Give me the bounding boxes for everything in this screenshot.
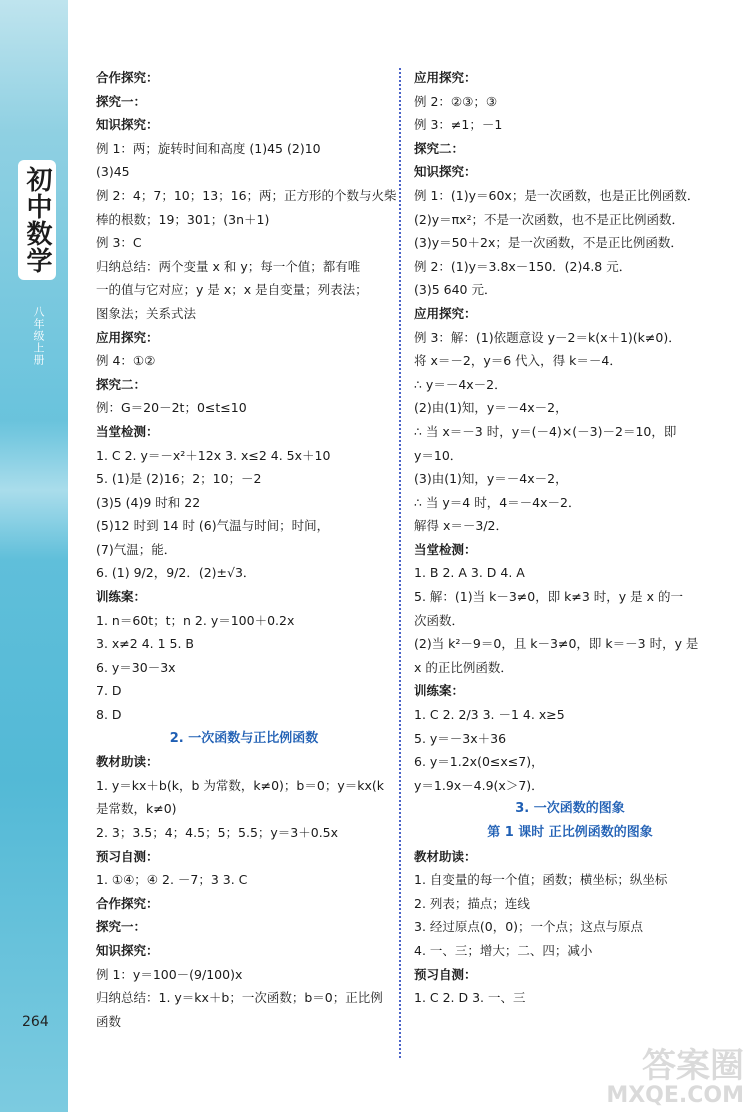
text-line: 例 3：C <box>96 235 142 251</box>
text-line: 教材助读： <box>96 754 159 770</box>
text-line: 4. 一、三；增大；二、四；减小 <box>414 942 593 958</box>
text-line: 例 1：y＝100－(9/100)x <box>96 966 243 982</box>
watermark-cn: 答案圈 <box>642 1046 744 1086</box>
text-line: 图象法；关系式法 <box>96 305 197 321</box>
text-line: 探究一： <box>96 919 147 935</box>
text-line: y＝1.9x－4.9(x＞7)． <box>414 777 544 793</box>
sidebar-band <box>0 0 68 1112</box>
text-line: 5. 解：(1)当 k－3≠0，即 k≠3 时，y 是 x 的一 <box>414 589 684 605</box>
text-line: 当堂检测： <box>414 541 477 557</box>
sidebar-highlight <box>0 420 68 560</box>
text-line: 应用探究： <box>414 70 477 85</box>
text-line: (3)45 <box>96 164 130 180</box>
text-line: 6. y＝30－3x <box>96 659 176 675</box>
text-line: 2. 列表；描点；连线 <box>414 895 530 911</box>
text-line: 1. y＝kx＋b(k，b 为常数，k≠0)；b＝0；y＝kx(k <box>96 777 384 793</box>
text-line: 探究二： <box>96 376 147 392</box>
text-line: (3)由(1)知，y＝－4x－2， <box>414 471 568 487</box>
text-line: 预习自测： <box>414 966 477 982</box>
text-line: (5)12 时到 14 时 (6)气温与时间；时间， <box>96 518 330 534</box>
column-divider <box>399 68 401 1058</box>
text-line: 将 x＝－2，y＝6 代入，得 k＝－4． <box>414 353 622 369</box>
text-line: (2)y＝πx²；不是一次函数，也不是正比例函数． <box>414 211 685 227</box>
text-line: (2)当 k²－9＝0，且 k－3≠0，即 k＝－3 时，y 是 <box>414 636 699 652</box>
text-line: 应用探究： <box>414 305 477 321</box>
text-line: 例 2：②③；③ <box>414 93 498 109</box>
text-line: (7)气温；能． <box>96 541 177 557</box>
text-line: 知识探究： <box>96 942 159 958</box>
right-column <box>414 66 726 1010</box>
text-line: 例：G＝20－2t；0≤t≤10 <box>96 400 247 416</box>
text-line: 8. D <box>96 707 122 723</box>
text-line: 例 1：两；旋转时间和高度 (1)45 (2)10 <box>96 140 321 156</box>
text-line: 例 2：4；7；10；13；16；两；正方形的个数与火柴 <box>96 187 397 203</box>
section-heading: 2. 一次函数与正比例函数 <box>169 730 319 746</box>
text-line: (3)5 (4)9 时和 22 <box>96 494 201 510</box>
text-line: 解得 x＝－3/2． <box>414 518 508 534</box>
text-line: 1. C 2. D 3. 一、三 <box>414 990 526 1006</box>
text-line: 6. (1) 9/2，9/2．(2)±√3． <box>96 565 256 581</box>
text-line: (3)5 640 元． <box>414 282 497 298</box>
text-line: (3)y＝50＋2x；是一次函数，不是正比例函数． <box>414 235 683 251</box>
text-line: 1. 自变量的每一个值；函数；横坐标；纵坐标 <box>414 872 668 888</box>
text-line: ∴ 当 y＝4 时，4＝－4x－2． <box>414 494 581 510</box>
text-line: 知识探究： <box>414 164 477 180</box>
text-line: 1. ①④；④ 2. －7；3 3. C <box>96 872 248 888</box>
watermark-en: MXQE.COM <box>606 1083 744 1108</box>
text-line: 合作探究： <box>96 895 159 911</box>
text-line: y＝10． <box>414 447 463 463</box>
section-heading: 3. 一次函数的图象 <box>515 801 625 817</box>
text-line: 是常数，k≠0) <box>96 801 177 817</box>
text-line: 应用探究： <box>96 329 159 345</box>
text-line: 探究二： <box>414 140 465 156</box>
text-line: 7. D <box>96 683 122 699</box>
text-line: 例 3：≠1；－1 <box>414 117 503 133</box>
text-line: 归纳总结：1. y＝kx＋b；一次函数；b＝0；正比例 <box>96 990 383 1006</box>
text-line: 3. x≠2 4. 1 5. B <box>96 636 194 652</box>
text-line: x 的正比例函数． <box>414 659 513 675</box>
text-line: 1. n＝60t；t；n 2. y＝100＋0.2x <box>96 612 295 628</box>
text-line: 5. y＝－3x＋36 <box>414 730 507 746</box>
text-line: 1. C 2. y＝－x²＋12x 3. x≤2 4. 5x＋10 <box>96 447 331 463</box>
text-line: 预习自测： <box>96 848 159 864</box>
text-line: 例 4：①② <box>96 353 156 369</box>
text-line: 例 3：解：(1)依题意设 y－2＝k(x＋1)(k≠0)． <box>414 329 681 345</box>
book-title: 初中数学 <box>18 160 56 280</box>
text-line: 例 1：(1)y＝60x；是一次函数，也是正比例函数． <box>414 187 700 203</box>
text-line: 训练案： <box>414 683 465 699</box>
text-line: 一的值与它对应；y 是 x；x 是自变量；列表法； <box>96 282 368 298</box>
text-line: 知识探究： <box>96 117 159 133</box>
text-line: 棒的根数；19；301；(3n＋1) <box>96 211 270 227</box>
left-column <box>96 66 397 1033</box>
text-line: 归纳总结：两个变量 x 和 y；每一个值；都有唯 <box>96 258 361 274</box>
text-line: 次函数． <box>414 612 465 628</box>
lesson-heading: 第 1 课时 正比例函数的图象 <box>487 825 653 840</box>
text-line: (2)由(1)知，y＝－4x－2， <box>414 400 568 416</box>
watermark <box>606 1048 744 1108</box>
text-line: 例 2：(1)y＝3.8x－150．(2)4.8 元． <box>414 258 632 274</box>
text-line: ∴ y＝－4x－2． <box>414 376 507 392</box>
text-line: 1. C 2. 2/3 3. －1 4. x≥5 <box>414 707 565 723</box>
text-line: 函数 <box>96 1013 122 1029</box>
text-line: 6. y＝1.2x(0≤x≤7)， <box>414 754 544 770</box>
text-line: 5. (1)是 (2)16；2；10；－2 <box>96 471 262 487</box>
text-line: 教材助读： <box>414 848 477 864</box>
text-line: 1. B 2. A 3. D 4. A <box>414 565 525 581</box>
grade-label: 八年级上册 <box>32 306 45 366</box>
text-line: ∴ 当 x＝－3 时，y＝(－4)×(－3)－2＝10，即 <box>414 423 677 439</box>
page-number: 264 <box>22 1014 49 1030</box>
text-line: 2. 3；3.5；4；4.5；5；5.5；y＝3＋0.5x <box>96 825 339 840</box>
text-line: 训练案： <box>96 589 147 605</box>
text-line: 探究一： <box>96 93 147 109</box>
text-line: 当堂检测： <box>96 423 159 439</box>
text-line: 3. 经过原点(0，0)；一个点；这点与原点 <box>414 919 644 935</box>
text-line: 合作探究： <box>96 70 159 85</box>
